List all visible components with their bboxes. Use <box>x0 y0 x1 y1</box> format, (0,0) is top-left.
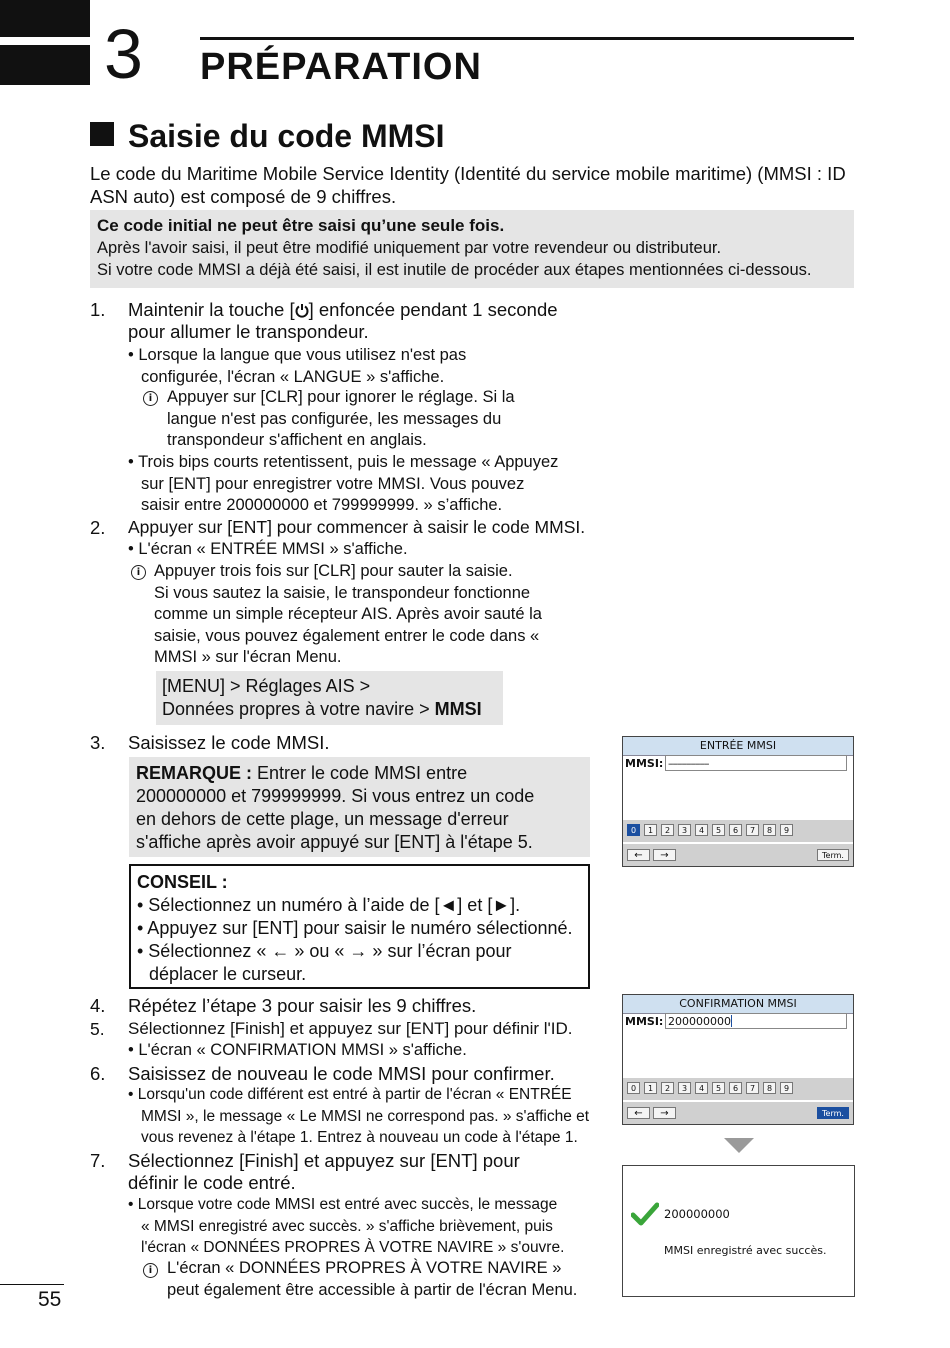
step-2-number: 2. <box>90 517 106 538</box>
remarque-text-2: 200000000 et 799999999. Si vous entrez un code <box>136 786 535 806</box>
remarque-text-3: en dehors de cette plage, un message d'erreur <box>136 809 509 829</box>
step-2-info-l2: Si vous sautez la saisie, le transpondeur fonctionne <box>154 583 531 602</box>
menu-path-l2: Données propres à votre navire > <box>162 699 435 719</box>
step-5-number: 5. <box>90 1019 105 1039</box>
step-7-bullet-1 <box>128 1194 564 1259</box>
note-bold: Ce code initial ne peut être saisi qu’une seule fois. <box>97 216 505 235</box>
step-7-number: 7. <box>90 1150 106 1171</box>
screen-success <box>622 1165 855 1297</box>
screen-entree-mmsi <box>622 736 854 867</box>
key-9[interactable]: 9 <box>780 824 793 836</box>
step-7-bullet-1-l1: • Lorsque votre code MMSI est entré avec succès, le message <box>128 1196 558 1213</box>
page-number-rule <box>0 1284 64 1285</box>
note-line-1: Après l'avoir saisi, il peut être modifié uniquement par votre revendeur ou distributeur. <box>97 239 722 257</box>
key-6[interactable]: 6 <box>729 824 742 836</box>
info-icon: i <box>143 391 158 406</box>
step-1-info <box>167 387 515 452</box>
step-5-text: Sélectionnez [Finish] et appuyez sur [ENT] pour définir l'ID. <box>128 1019 573 1038</box>
step-6-bullet-1-l3: vous revenez à l'étape 1. Entrez à nouveau un code à l'étape 1. <box>141 1129 578 1146</box>
term-button[interactable]: Term. <box>817 849 849 861</box>
step-2-info-l3: comme un simple récepteur AIS. Après avoir sauté la <box>154 605 542 623</box>
screen-confirm-bottom-bar <box>623 1102 853 1124</box>
step-3-number: 3. <box>90 732 106 753</box>
key-0[interactable]: 0 <box>627 1082 640 1094</box>
screen-confirm-mmsi-field[interactable] <box>665 1013 847 1029</box>
info-icon: i <box>131 565 146 580</box>
step-1-text-a: Maintenir la touche [ <box>128 299 295 320</box>
step-2-info <box>154 561 542 669</box>
step-1-number: 1. <box>90 299 106 320</box>
intro-paragraph: Le code du Maritime Mobile Service Identity (Identité du service mobile maritime) (MMSI : ID ASN auto) est composé de 9 chiffres. <box>90 163 846 207</box>
note-box <box>90 210 854 288</box>
step-1-bullet-1-l2: configurée, l'écran « LANGUE » s'affiche. <box>141 367 445 386</box>
step-1-bullet-2 <box>128 452 558 517</box>
step-7-info <box>167 1258 577 1301</box>
key-1[interactable]: 1 <box>644 1082 657 1094</box>
conseil-item-3: • Sélectionnez « ← » ou « → » sur l’écran pour <box>137 941 512 961</box>
step-3-text: Saisissez le code MMSI. <box>128 732 330 753</box>
step-2-info-l1: Appuyer trois fois sur [CLR] pour sauter la saisie. <box>154 562 513 580</box>
info-icon: i <box>143 1263 158 1278</box>
conseil-item-2: • Appuyez sur [ENT] pour saisir le numéro sélectionné. <box>137 918 573 938</box>
step-1-text <box>128 299 598 343</box>
step-7-text-l2: définir le code entré. <box>128 1172 296 1193</box>
step-1-bullet-2-l3: saisir entre 200000000 et 799999999. » s’affiche. <box>141 496 503 514</box>
key-5[interactable]: 5 <box>712 1082 725 1094</box>
screen-entry-value: ––––––––– <box>668 757 709 770</box>
key-9[interactable]: 9 <box>780 1082 793 1094</box>
down-arrow-icon <box>724 1138 754 1154</box>
step-2-bullet-1: • L'écran « ENTRÉE MMSI » s'affiche. <box>128 540 408 558</box>
step-4-number: 4. <box>90 995 106 1016</box>
key-4[interactable]: 4 <box>695 824 708 836</box>
step-7-bullet-1-l3: l'écran « DONNÉES PROPRES À VOTRE NAVIRE » s'ouvre. <box>141 1239 565 1256</box>
menu-path-box <box>156 671 503 725</box>
success-number: 200000000 <box>664 1207 730 1221</box>
screen-confirmation-mmsi <box>622 994 854 1125</box>
checkmark-icon <box>631 1202 659 1226</box>
screen-confirm-title: CONFIRMATION MMSI <box>623 995 853 1014</box>
page-number: 55 <box>38 1288 62 1311</box>
key-8[interactable]: 8 <box>763 824 776 836</box>
step-6-bullet-1-l2: MMSI », le message « Le MMSI ne correspond pas. » s'affiche et <box>141 1107 590 1125</box>
step-7-info-l2: peut également être accessible à partir de l'écran Menu. <box>167 1280 578 1299</box>
cursor-left-button[interactable]: ← <box>627 849 650 861</box>
remarque-text-1: Entrer le code MMSI entre <box>252 763 468 783</box>
cursor-left-button[interactable]: ← <box>627 1107 650 1119</box>
screen-entry-title: ENTRÉE MMSI <box>623 737 853 756</box>
screen-confirm-keypad <box>623 1078 853 1100</box>
step-2-info-l4: saisie, vous pouvez également entrer le code dans « <box>154 626 540 645</box>
power-icon <box>295 303 309 318</box>
key-4[interactable]: 4 <box>695 1082 708 1094</box>
term-button[interactable]: Term. <box>817 1107 849 1119</box>
conseil-item-1: • Sélectionnez un numéro à l’aide de [◄] et [►]. <box>137 895 521 915</box>
menu-path-l1: [MENU] > Réglages AIS > <box>162 676 371 696</box>
step-1-text-c: pour allumer le transpondeur. <box>128 321 369 342</box>
step-2-text: Appuyer sur [ENT] pour commencer à saisir le code MMSI. <box>128 517 586 537</box>
step-1-text-b: ] enfoncée pendant 1 seconde <box>308 299 558 320</box>
text-cursor <box>731 1015 732 1027</box>
screen-entry-mmsi-field[interactable] <box>665 755 847 771</box>
key-7[interactable]: 7 <box>746 824 759 836</box>
key-8[interactable]: 8 <box>763 1082 776 1094</box>
key-3[interactable]: 3 <box>678 824 691 836</box>
remarque-label: REMARQUE : <box>136 763 252 783</box>
cursor-right-button[interactable]: → <box>653 1107 676 1119</box>
step-1-info-l3: transpondeur s'affichent en anglais. <box>167 431 427 449</box>
step-1-bullet-2-l1: • Trois bips courts retentissent, puis le message « Appuyez <box>128 453 559 471</box>
key-6[interactable]: 6 <box>729 1082 742 1094</box>
screen-entry-keypad <box>623 820 853 842</box>
remarque-text-4: s'affiche après avoir appuyé sur [ENT] à l'étape 5. <box>136 832 533 852</box>
step-1-bullet-1-l1: • Lorsque la langue que vous utilisez n'est pas <box>128 346 467 364</box>
section-square-icon <box>90 122 114 146</box>
chapter-tab-top <box>0 0 90 37</box>
cursor-right-button[interactable]: → <box>653 849 676 861</box>
screen-entry-label: MMSI: <box>625 757 664 770</box>
remarque-box <box>129 757 590 857</box>
step-6-number: 6. <box>90 1063 106 1084</box>
screen-entry-bottom-bar <box>623 844 853 866</box>
step-7-bullet-1-l2: « MMSI enregistré avec succès. » s'affiche brièvement, puis <box>141 1217 553 1235</box>
key-7[interactable]: 7 <box>746 1082 759 1094</box>
step-7-text-l1: Sélectionnez [Finish] et appuyez sur [ENT] pour <box>128 1150 520 1171</box>
conseil-label: CONSEIL : <box>137 872 228 892</box>
key-0[interactable]: 0 <box>627 824 640 836</box>
step-7-text <box>128 1150 520 1194</box>
screen-confirm-label: MMSI: <box>625 1015 664 1028</box>
step-7-info-l1: L'écran « DONNÉES PROPRES À VOTRE NAVIRE » <box>167 1259 562 1277</box>
chapter-rule <box>200 37 854 40</box>
menu-path-bold: MMSI <box>434 699 482 719</box>
key-5[interactable]: 5 <box>712 824 725 836</box>
key-2[interactable]: 2 <box>661 824 674 836</box>
chapter-title: PRÉPARATION <box>200 46 482 88</box>
chapter-tab-bottom <box>0 45 90 85</box>
step-6-bullet-1 <box>128 1084 589 1149</box>
step-1-info-l2: langue n'est pas configurée, les messages du <box>167 409 502 428</box>
success-message: MMSI enregistré avec succès. <box>664 1244 827 1257</box>
step-1-bullet-2-l2: sur [ENT] pour enregistrer votre MMSI. Vous pouvez <box>141 474 525 493</box>
chapter-number: 3 <box>104 15 143 93</box>
screen-confirm-value: 200000000 <box>668 1015 731 1028</box>
step-2-info-l5: MMSI » sur l'écran Menu. <box>154 648 342 666</box>
step-5-bullet-1: • L'écran « CONFIRMATION MMSI » s'affiche. <box>128 1041 467 1059</box>
step-1-info-l1: Appuyer sur [CLR] pour ignorer le réglage. Si la <box>167 388 515 406</box>
step-6-text: Saisissez de nouveau le code MMSI pour confirmer. <box>128 1063 555 1084</box>
step-4-text: Répétez l’étape 3 pour saisir les 9 chiffres. <box>128 995 477 1016</box>
note-line-2: Si votre code MMSI a déjà été saisi, il est inutile de procéder aux étapes mentionnées ci-dessous. <box>97 261 812 279</box>
key-2[interactable]: 2 <box>661 1082 674 1094</box>
key-1[interactable]: 1 <box>644 824 657 836</box>
step-1-bullet-1 <box>128 345 466 388</box>
conseil-box <box>129 864 590 989</box>
conseil-item-3b: déplacer le curseur. <box>149 964 307 984</box>
step-6-bullet-1-l1: • Lorsqu'un code différent est entré à partir de l'écran « ENTRÉE <box>128 1086 572 1103</box>
key-3[interactable]: 3 <box>678 1082 691 1094</box>
section-title <box>90 118 445 155</box>
section-title-text: Saisie du code MMSI <box>128 118 445 154</box>
